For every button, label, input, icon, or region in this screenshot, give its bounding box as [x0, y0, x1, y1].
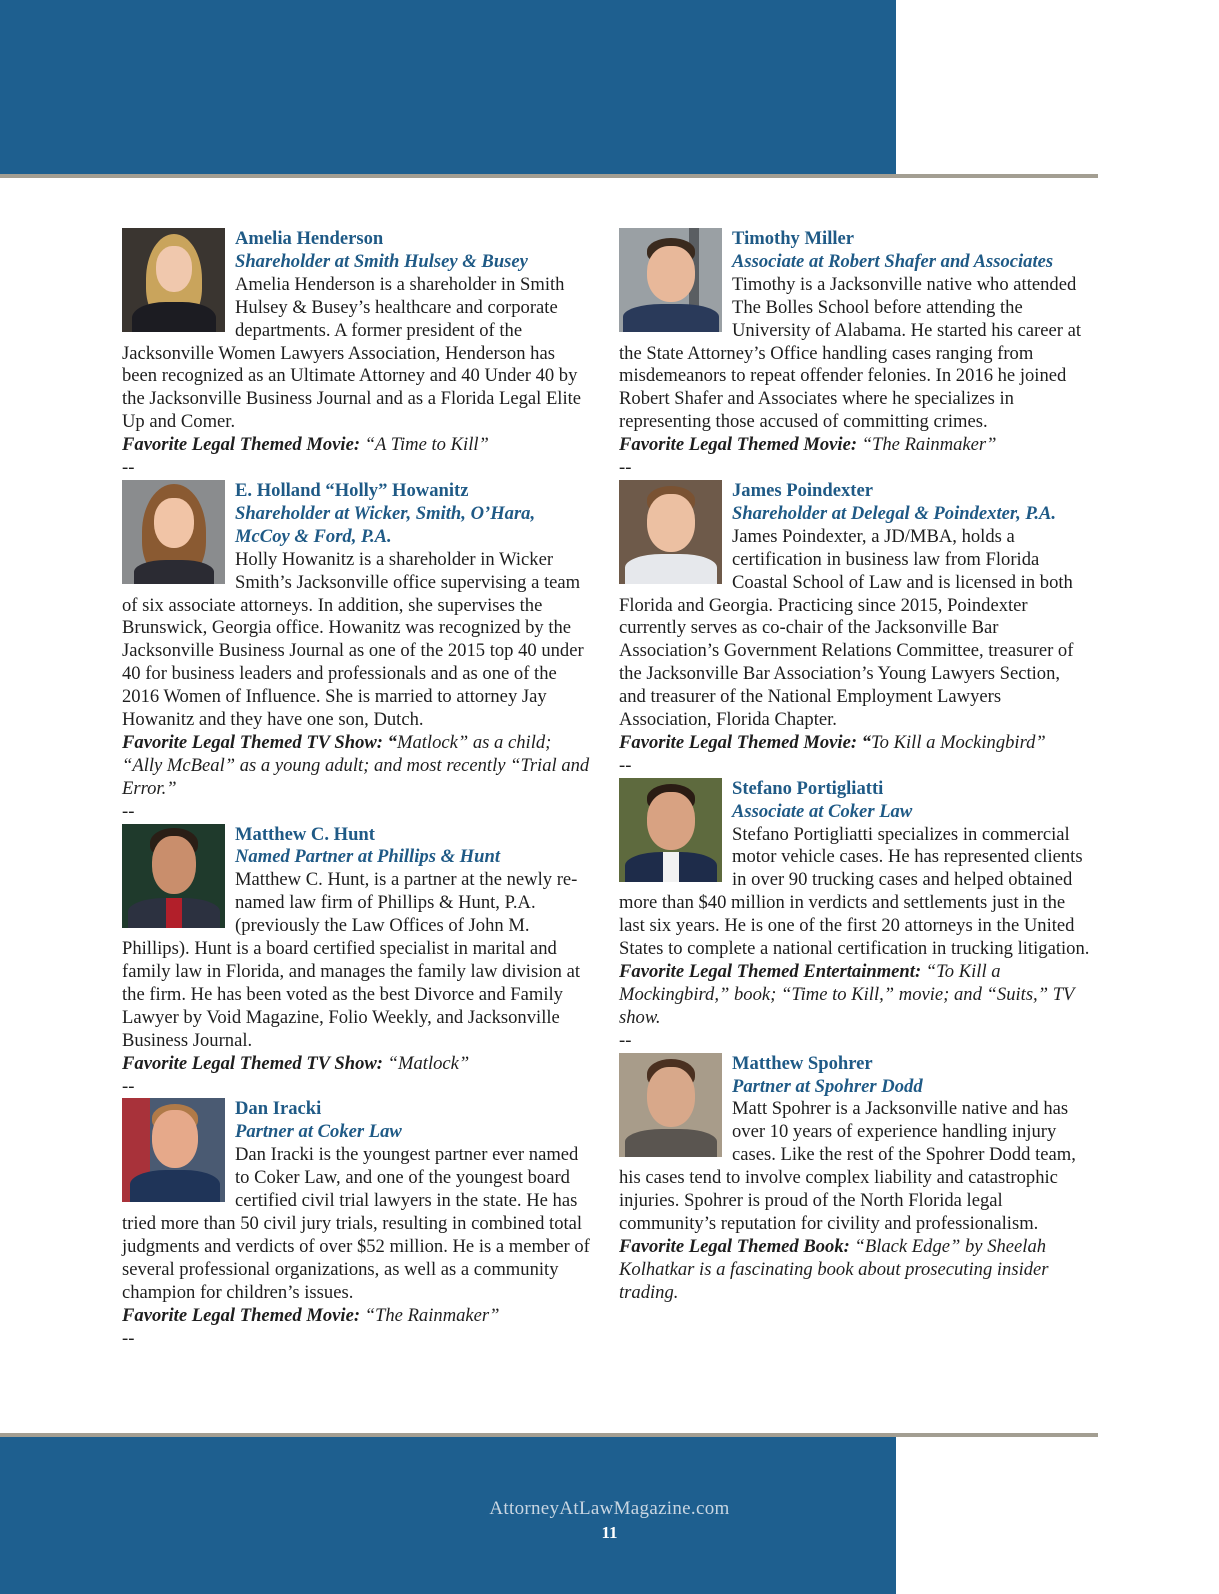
- separator: --: [122, 1075, 135, 1097]
- footer-website: AttorneyAtLawMagazine.com: [489, 1498, 730, 1519]
- profile-title: Shareholder at Delegal & Poindexter, P.A.: [732, 502, 1057, 524]
- profile-title: Partner at Coker Law: [235, 1121, 402, 1143]
- timothy-miller-photo: [619, 228, 722, 332]
- profile-name: Dan Iracki: [235, 1098, 322, 1120]
- favorite-line: [122, 434, 594, 457]
- favorite-value: “The Rainmaker”: [360, 1304, 500, 1326]
- profile-name: Amelia Henderson: [235, 228, 384, 249]
- profile-james-poindexter: [619, 480, 1091, 778]
- profile-bio: Matthew C. Hunt, is a partner at the newly re-named law firm of Phillips & Hunt, P.A. (previously the Law Offices of John M. Phillips). Hunt is a board certified specialist in marital and family law in Florida, and manages the family law division at the firm. He has been voted as the best Divorce and Family Lawyer by Void Magazine, Folio Weekly, and Jacksonville Business Journal.: [122, 869, 581, 1051]
- favorite-line: [122, 1053, 594, 1076]
- favorite-label: Favorite Legal Themed TV Show: “: [122, 731, 397, 753]
- separator: --: [122, 1327, 135, 1349]
- profile-title: Shareholder at Smith Hulsey & Busey: [235, 250, 528, 272]
- profile-name: Timothy Miller: [732, 228, 855, 249]
- profile-matthew-spohrer: [619, 1053, 1091, 1305]
- separator: --: [122, 457, 135, 479]
- favorite-line: [619, 434, 1091, 457]
- profile-stefano-portigliatti: [619, 778, 1091, 1053]
- profile-bio: Stefano Portigliatti specializes in commercial motor vehicle cases. He has represented clients in over 90 trucking cases and helped obtained more than $40 million in verdicts and settlements just in the last six years. He is one of the first 20 attorneys in the United States to complete a national certification in trucking litigation.: [619, 823, 1090, 960]
- profile-name: Matthew Spohrer: [732, 1052, 873, 1074]
- favorite-line: [619, 1236, 1091, 1305]
- james-poindexter-photo: [619, 480, 722, 584]
- favorite-value: “A Time to Kill”: [360, 434, 489, 456]
- separator: --: [122, 800, 135, 822]
- profile-amelia-henderson: [122, 228, 594, 480]
- profile-name: E. Holland “Holly” Howanitz: [235, 479, 469, 501]
- holly-howanitz-photo: [122, 480, 225, 584]
- profile-name: Matthew C. Hunt: [235, 823, 375, 845]
- profile-dan-iracki: [122, 1098, 594, 1350]
- profile-title: Partner at Spohrer Dodd: [732, 1075, 923, 1097]
- header-rule: [0, 174, 1098, 178]
- profile-title: Associate at Coker Law: [732, 800, 913, 822]
- matthew-hunt-photo: [122, 824, 225, 928]
- favorite-value: To Kill a Mockingbird”: [871, 731, 1046, 753]
- profile-matthew-hunt: [122, 824, 594, 1099]
- profile-name: Stefano Portigliatti: [732, 777, 884, 799]
- profile-name: James Poindexter: [732, 479, 873, 501]
- favorite-value: “Matlock”: [383, 1052, 470, 1074]
- favorite-label: Favorite Legal Themed Movie:: [619, 434, 858, 456]
- favorite-value: “To Kill a Mockingbird,” book; “Time to Kill,” movie; and “Suits,” TV show.: [619, 961, 1075, 1028]
- amelia-henderson-photo: [122, 228, 225, 332]
- profile-title: Shareholder at Wicker, Smith, O’Hara, McCoy & Ford, P.A.: [235, 502, 536, 547]
- favorite-line: [619, 732, 1091, 755]
- right-column: [619, 228, 1091, 1305]
- separator: --: [619, 1029, 632, 1051]
- profile-bio: James Poindexter, a JD/MBA, holds a certification in business law from Florida Coastal School of Law and is licensed in both Florida and Georgia. Practicing since 2015, Poindexter currently serves as co-chair of the Jacksonville Bar Association’s Government Relations Committee, treasurer of the Jacksonville Bar Association’s Young Lawyers Section, and treasurer of the National Employment Lawyers Association, Florida Chapter.: [619, 525, 1074, 731]
- favorite-label: Favorite Legal Themed Entertainment:: [619, 961, 922, 982]
- favorite-label: Favorite Legal Themed Book:: [619, 1235, 850, 1257]
- favorite-value: “Black Edge” by Sheelah Kolhatkar is a fascinating book about prosecuting insider trading.: [619, 1235, 1049, 1303]
- favorite-label: Favorite Legal Themed Movie: “: [619, 731, 871, 753]
- profile-title: Named Partner at Phillips & Hunt: [235, 846, 500, 868]
- profile-bio: Matt Spohrer is a Jacksonville native and has over 10 years of experience handling injury cases. Like the rest of the Spohrer Dodd team, his cases tend to involve complex liability and catastrophic injuries. Spohrer is proud of the North Florida legal community’s reputation for civility and professionalism.: [619, 1098, 1076, 1234]
- profile-holly-howanitz: [122, 480, 594, 824]
- dan-iracki-photo: [122, 1098, 225, 1202]
- matthew-spohrer-photo: [619, 1053, 722, 1157]
- favorite-line: [619, 961, 1091, 1030]
- profile-bio: Timothy is a Jacksonville native who attended The Bolles School before attending the University of Alabama. He started his career at the State Attorney’s Office handling cases ranging from misdemeanors to repeat offender felonies. In 2016 he joined Robert Shafer and Associates where he specializes in representing those accused of committing crimes.: [619, 273, 1082, 433]
- profile-timothy-miller: [619, 228, 1091, 480]
- favorite-label: Favorite Legal Themed Movie:: [122, 434, 361, 456]
- header-band: [0, 0, 896, 174]
- profile-bio: Amelia Henderson is a shareholder in Smith Hulsey & Busey’s healthcare and corporate departments. A former president of the Jacksonville Women Lawyers Association, Henderson has been recognized as an Ultimate Attorney and 40 Under 40 by the Jacksonville Business Journal and as a Florida Legal Elite Up and Comer.: [122, 273, 582, 433]
- left-column: [122, 228, 594, 1350]
- favorite-line: [122, 1305, 594, 1328]
- page-number: 11: [601, 1523, 618, 1542]
- separator: --: [619, 754, 632, 776]
- separator: --: [619, 457, 632, 479]
- profile-bio: Dan Iracki is the youngest partner ever named to Coker Law, and one of the youngest board certified civil trial lawyers in the state. He has tried more than 50 civil jury trials, resulting in combined total judgments and verdicts of over $52 million. He is a member of several professional organizations, as well as a community champion for children’s issues.: [122, 1144, 590, 1303]
- favorite-line: [122, 732, 594, 801]
- profile-title: Associate at Robert Shafer and Associates: [732, 250, 1054, 272]
- favorite-value: Matlock” as a child; “Ally McBeal” as a young adult; and most recently “Trial and Error.”: [122, 731, 590, 799]
- favorite-label: Favorite Legal Themed TV Show:: [122, 1052, 383, 1074]
- stefano-portigliatti-photo: [619, 778, 722, 882]
- profile-bio: Holly Howanitz is a shareholder in Wicker Smith’s Jacksonville office supervising a team of six associate attorneys. In addition, she supervises the Brunswick, Georgia office. Howanitz was recognized by the Jacksonville Business Journal as one of the 2015 top 40 under 40 for business leaders and professionals and as one of the 2016 Women of Influence. She is married to attorney Jay Howanitz and they have one son, Dutch.: [122, 548, 584, 731]
- favorite-label: Favorite Legal Themed Movie:: [122, 1304, 361, 1326]
- favorite-value: “The Rainmaker”: [857, 434, 997, 456]
